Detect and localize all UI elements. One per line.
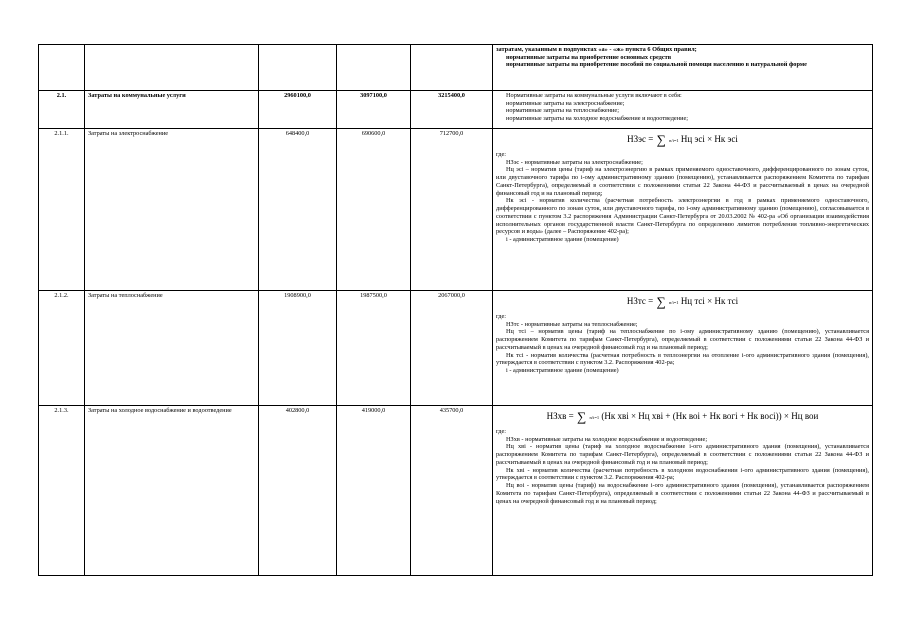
description-line: нормативные затраты на холодное водоснабжение и водоотведение; [506,115,689,123]
table-row [39,406,873,576]
code-cell: 2.1.2. [39,291,85,406]
sum-lower: i=1 [672,300,679,305]
description-paragraph: Нк эсi - норматив количества (расчетная потребность электроэнергии в год в рамках применяемого одноставочного, дифференцированного по зонам суток, или двуставочного тарифа, по i-ому административному зданию (помещению), согласовывается в соответствии с пунктом 3.2 распоряжения Администрации Санкт-Петербурга от 20.03.2002 № 402-ра «Об организации взаимодействия исполнительных органов государственной власти Санкт-Петербурга по определению лимитов потребления топливно-энергетических ресурсов и воды» (далее – Распоряжение 402-ра); [496,197,869,236]
where-label: где: [496,312,507,320]
formula-lhs: НЗтс = [626,296,654,306]
table-row [39,291,873,406]
description-paragraph: Нц эсi – норматив цены (тариф на электроэнергию в рамках применяемого одноставочного, дифференцированного по зонам суток, или двуставочного тарифа по i-ому административному зданию (помещению), устанавливается распоряжением Комитета по тарифам Санкт-Петербурга), определяемый в соответствии с положениями статьи 22 Закона 44-ФЗ и рассчитываемый в ценах на очередной финансовый год и на плановый период; [496,166,869,197]
value-cell: 1908900,0 [259,291,337,406]
sum-upper: n [589,415,592,420]
description-paragraph: Нц тсi – норматив цены (тариф на теплоснабжение по i-ому административному зданию (помещению), устанавливается распоряжением Комитета по тарифам Санкт-Петербурга), определяемый в соответствии с положениями статьи 22 Закона 44-ФЗ и рассчитываемый в ценах на очередной финансовый год и на плановый период; [496,328,869,351]
description-paragraph: Нц вoi - норматив цены (тариф) на водоснабжение i-ого административного здания (помещения), устанавливается распоряжением Комитета по тарифам Санкт-Петербурга), определяемый в соответствии с положениями статьи 22 Закона 44-ФЗ и рассчитываемый в ценах на очередной финансовый год и на плановый период; [496,482,869,505]
table-row [39,45,873,91]
sum-limits: n/i=1 [669,300,679,305]
value-cell: 2960100,0 [259,91,337,129]
value-cell: 1987500,0 [337,291,411,406]
sum-symbol: ∑ [656,132,666,147]
description-line: нормативные затраты на приобретение пособий по социальной помощи населению в натуральной форме [506,61,807,69]
description-cell [493,129,873,291]
formula-rhs: Нц эсi × Нк эсi [680,134,738,144]
description-line: нормативные затраты на электроснабжение; [506,99,625,107]
code-cell [39,45,85,91]
description-cell [493,45,873,91]
cost-table [38,44,873,576]
sum-symbol: ∑ [577,409,587,424]
code-cell: 2.1. [39,91,85,129]
formula-lhs: НЗхв = [546,411,574,421]
value-cell: 419000,0 [337,406,411,576]
name-cell: Затраты на коммунальные услуги [85,91,259,129]
code-cell: 2.1.1. [39,129,85,291]
name-cell: Затраты на теплоснабжение [85,291,259,406]
code-cell: 2.1.3. [39,406,85,576]
where-label: где: [496,150,507,158]
description-paragraph: НЗтс - нормативные затраты на теплоснабжение; [506,320,638,328]
sum-lower: i=1 [672,138,679,143]
description-line: нормативные затраты на теплоснабжение; [506,107,619,115]
table-row [39,129,873,291]
value-cell: 2067000,0 [411,291,493,406]
description-paragraph: Нц хвi - норматив цены (тариф на холодное водоснабжение i-ого административного здания (помещения), устанавливается распоряжением Комитета по тарифам Санкт-Петербурга), определяемый в соответствии с положениями статьи 22 Закона 44-ФЗ и рассчитываемый в ценах на очередной финансовый год и на плановый период; [496,443,869,466]
description-paragraph: i - административное здание (помещение) [506,367,619,375]
description-paragraph: Нк хвi - норматив количества (расчетная потребность в холодном водоснабжении i-ого административного здания (помещения), утверждается в соответствии с пунктом 3.2. Распоряжения 402-ра; [496,466,869,482]
value-cell: 3215400,0 [411,91,493,129]
formula [496,409,869,425]
description-line: Нормативные затраты на коммунальные услуги включают в себя: [506,92,682,99]
description-paragraph: НЗэс - нормативные затраты на электроснабжение; [506,158,643,166]
formula [496,294,869,310]
sum-upper: n [669,300,672,305]
value-cell [411,45,493,91]
description-line: затратам, указанным в подпунктах «а» - «ж» пункта 6 Общих правил; [496,46,697,53]
value-cell: 712700,0 [411,129,493,291]
description-paragraph: Нк тсi - норматив количества (расчетная потребность в теплоэнергии на отопление i-ого административного здания (помещения), утверждается в соответствии с пунктом 3.2. Распоряжения 402-ра; [496,351,869,367]
description-paragraph: i - административное здание (помещение) [506,236,619,244]
description-cell [493,91,873,129]
sum-lower: i=1 [593,415,600,420]
value-cell: 435700,0 [411,406,493,576]
formula-rhs: Нц тсi × Нк тсi [680,296,739,306]
sum-limits: n/i=1 [669,138,679,143]
description-cell [493,406,873,576]
formula-lhs: НЗэс = [627,134,654,144]
name-cell: Затраты на холодное водоснабжение и водоотведение [85,406,259,576]
sum-symbol: ∑ [656,294,666,309]
description-cell [493,291,873,406]
value-cell: 690600,0 [337,129,411,291]
where-label: где: [496,427,507,435]
description-line: нормативные затраты на приобретение основных средств [506,53,672,61]
value-cell: 3097100,0 [337,91,411,129]
formula-rhs: (Нк хвi × Нц хвi + (Нк воi + Нк вогi + Нк восi)) × Нц вои [601,411,819,421]
table-row [39,91,873,129]
value-cell: 648400,0 [259,129,337,291]
formula [496,132,869,148]
value-cell [337,45,411,91]
value-cell: 402800,0 [259,406,337,576]
description-paragraph: НЗхв - нормативные затраты на холодное водоснабжение и водоотведение; [506,435,708,443]
name-cell [85,45,259,91]
value-cell [259,45,337,91]
name-cell: Затраты на электроснабжение [85,129,259,291]
sum-upper: n [669,138,672,143]
sum-limits: n/i=1 [589,415,600,420]
